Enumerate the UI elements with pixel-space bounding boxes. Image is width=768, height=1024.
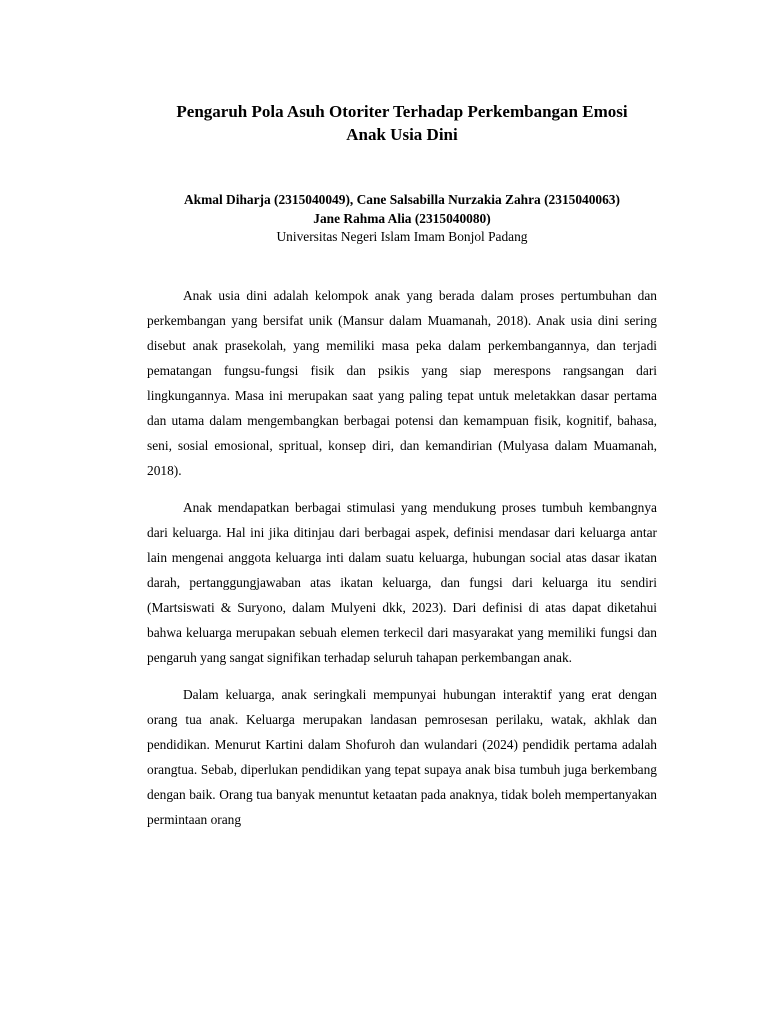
document-content — [147, 100, 657, 844]
paragraph-3: Dalam keluarga, anak seringkali mempunyai hubungan interaktif yang erat dengan orang tua anak. Keluarga merupakan landasan pemrosesan perilaku, watak, akhlak dan pendidikan. Menurut Kartini dalam Shofuroh dan wulandari (2024) pendidik pertama adalah orangtua. Sebab, diperlukan pendidikan yang tepat supaya anak bisa tumbuh juga berkembang dengan baik. Orang tua banyak menuntut ketaatan pada anaknya, tidak boleh mempertanyakan permintaan orang — [147, 686, 657, 827]
paper-title — [147, 100, 657, 146]
paragraph-1: Anak usia dini adalah kelompok anak yang berada dalam proses pertumbuhan dan perkembangan yang bersifat unik (Mansur dalam Muamanah, 2018). Anak usia dini sering disebut anak prasekolah, yang memiliki masa peka dalam perkembangannya, dan terjadi pematangan fungsu-fungsi fisik dan psikis yang siap merespons rangsangan dari lingkungannya. Masa ini merupakan saat yang paling tepat untuk meletakkan dasar pertama dan utama dalam mengembangkan berbagai potensi dan kemampuan fisik, kognitif, bahasa, seni, sosial emosional, spritual, konsep diri, dan kemandirian (Mulyasa dalam Muamanah, 2018). — [147, 287, 657, 478]
author-block — [147, 191, 657, 247]
paper-title-line-1: Pengaruh Pola Asuh Otoriter Terhadap Perkembangan Emosi — [176, 102, 628, 121]
paper-title-line-2: Anak Usia Dini — [346, 125, 458, 144]
authors-line-2: Jane Rahma Alia (2315040080) — [313, 210, 491, 226]
body-text — [147, 283, 657, 832]
authors-line-1: Akmal Diharja (2315040049), Cane Salsabilla Nurzakia Zahra (2315040063) — [184, 192, 620, 207]
affiliation: Universitas Negeri Islam Imam Bonjol Padang — [276, 229, 528, 244]
paragraph-2: Anak mendapatkan berbagai stimulasi yang mendukung proses tumbuh kembangnya dari keluarga. Hal ini jika ditinjau dari berbagai aspek, definisi mendasar dari keluarga antar lain mengenai anggota keluarga inti dalam suatu keluarga, hubungan social atas dasar ikatan darah, pertanggungjawaban atas ikatan keluarga, dan fungsi dari keluarga itu sendiri (Martsiswati & Suryono, dalam Mulyeni dkk, 2023). Dari definisi di atas dapat diketahui bahwa keluarga merupakan sebuah elemen terkecil dari masyarakat yang memiliki fungsi dan pengaruh yang sangat signifikan terhadap seluruh tahapan perkembangan anak. — [147, 499, 657, 665]
